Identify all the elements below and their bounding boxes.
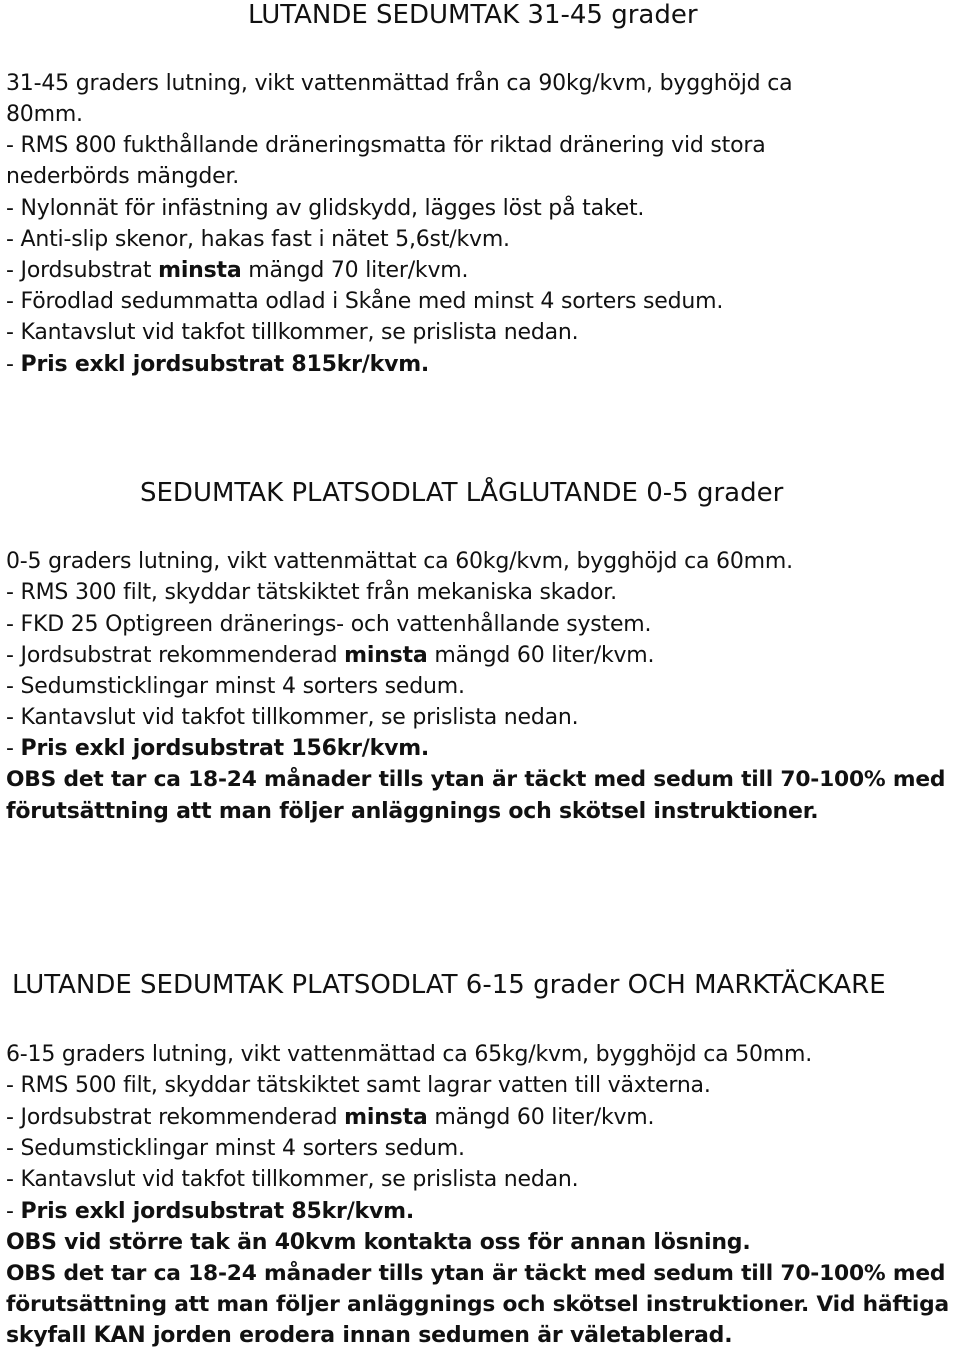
text-run: mängd 70 liter/kvm.	[241, 258, 469, 283]
text-line: 6-15 graders lutning, vikt vattenmättad ca 65kg/kvm, bygghöjd ca 50mm.	[6, 1042, 813, 1067]
notice-line: förutsättning att man följer anläggnings och skötsel instruktioner. Vid häftiga	[6, 1292, 949, 1317]
text-line: - Kantavslut vid takfot tillkommer, se prislista nedan.	[6, 1167, 579, 1192]
price-text: Pris exkl jordsubstrat 156kr/kvm.	[20, 736, 430, 761]
text-run: -	[6, 736, 21, 761]
text-line: - FKD 25 Optigreen dränerings- och vattenhållande system.	[6, 612, 652, 637]
price-line	[6, 351, 429, 379]
text-line: - RMS 800 fukthållande dräneringsmatta för riktad dränering vid stora	[6, 133, 766, 158]
text-line	[6, 642, 654, 670]
text-line: 31-45 graders lutning, vikt vattenmättad från ca 90kg/kvm, bygghöjd ca	[6, 71, 793, 96]
text-line: nederbörds mängder.	[6, 164, 240, 189]
section-heading: SEDUMTAK PLATSODLAT LÅGLUTANDE 0-5 grader	[140, 478, 784, 508]
emphasis-text: minsta	[344, 1105, 428, 1130]
price-line	[6, 735, 429, 763]
text-line: - RMS 300 filt, skyddar tätskiktet från mekaniska skador.	[6, 580, 617, 605]
text-line: - Anti-slip skenor, hakas fast i nätet 5,6st/kvm.	[6, 227, 510, 252]
text-line: - Sedumsticklingar minst 4 sorters sedum.	[6, 1136, 465, 1161]
text-line: 0-5 graders lutning, vikt vattenmättat ca 60kg/kvm, bygghöjd ca 60mm.	[6, 549, 793, 574]
text-line	[6, 1104, 654, 1132]
text-run: -	[6, 1199, 21, 1224]
text-line	[6, 257, 468, 285]
price-text: Pris exkl jordsubstrat 815kr/kvm.	[20, 352, 430, 377]
notice-line: OBS vid större tak än 40kvm kontakta oss för annan lösning.	[6, 1230, 751, 1255]
price-text: Pris exkl jordsubstrat 85kr/kvm.	[20, 1199, 414, 1224]
notice-line: OBS det tar ca 18-24 månader tills ytan är täckt med sedum till 70-100% med	[6, 1261, 946, 1286]
notice-line: OBS det tar ca 18-24 månader tills ytan är täckt med sedum till 70-100% med	[6, 767, 946, 792]
text-run: - Jordsubstrat rekommenderad	[6, 643, 345, 668]
notice-line: skyfall KAN jorden erodera innan sedumen är väletablerad.	[6, 1323, 733, 1348]
section-heading: LUTANDE SEDUMTAK 31-45 grader	[248, 0, 698, 30]
text-run: -	[6, 352, 21, 377]
text-line: - Nylonnät för infästning av glidskydd, lägges löst på taket.	[6, 196, 645, 221]
text-line: - RMS 500 filt, skyddar tätskiktet samt lagrar vatten till växterna.	[6, 1073, 711, 1098]
text-run: - Jordsubstrat rekommenderad	[6, 1105, 345, 1130]
emphasis-text: minsta	[344, 643, 428, 668]
text-line: - Kantavslut vid takfot tillkommer, se prislista nedan.	[6, 705, 579, 730]
emphasis-text: minsta	[158, 258, 242, 283]
text-line: - Förodlad sedummatta odlad i Skåne med minst 4 sorters sedum.	[6, 289, 724, 314]
text-run: mängd 60 liter/kvm.	[427, 1105, 655, 1130]
text-run: - Jordsubstrat	[6, 258, 159, 283]
text-line: 80mm.	[6, 102, 83, 127]
price-line	[6, 1198, 414, 1226]
text-run: mängd 60 liter/kvm.	[427, 643, 655, 668]
notice-line: förutsättning att man följer anläggnings och skötsel instruktioner.	[6, 799, 819, 824]
text-line: - Kantavslut vid takfot tillkommer, se prislista nedan.	[6, 320, 579, 345]
text-line: - Sedumsticklingar minst 4 sorters sedum.	[6, 674, 465, 699]
section-heading: LUTANDE SEDUMTAK PLATSODLAT 6-15 grader OCH MARKTÄCKARE	[12, 970, 886, 1000]
